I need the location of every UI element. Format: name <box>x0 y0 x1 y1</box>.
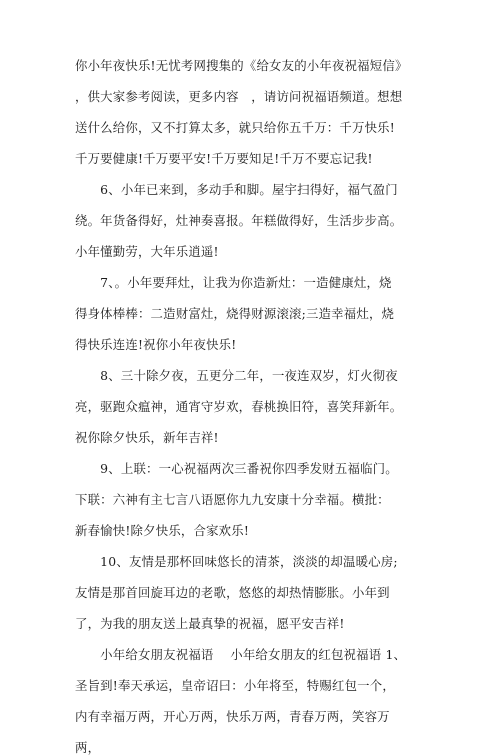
text-line: 了，为我的朋友送上最真挚的祝福，愿平安吉祥! <box>75 616 345 631</box>
text-line: 9、上联：一心祝福两次三番祝你四季发财五福临门。 <box>75 461 398 476</box>
text-line: ，供大家参考阅读，更多内容 ，请访问祝福语频道。想想 <box>75 89 403 104</box>
text-line: 你小年夜快乐!无忧考网搜集的《给女友的小年夜祝福短信》 <box>75 58 408 73</box>
text-line: 内有幸福万两，开心万两，快乐万两，青春万两，笑容万 <box>75 709 390 724</box>
text-line: 绕。年货备得好，灶神奏喜报。年糕做得好，生活步步高。 <box>75 213 403 228</box>
text-line: 7、。小年要拜灶，让我为你造新灶：一造健康灶，烧 <box>75 275 392 290</box>
text-line: 得身体棒棒：二造财富灶，烧得财源滚滚;三造幸福灶，烧 <box>75 306 395 321</box>
text-line: 10、友情是那杯回味悠长的清茶，淡淡的却温暖心房; <box>75 554 398 569</box>
text-line: 千万要健康!千万要平安!千万要知足!千万不要忘记我! <box>75 151 373 166</box>
text-line: 友情是那首回旋耳边的老歌，悠悠的却热情膨胀。小年到 <box>75 585 390 600</box>
text-line: 8、三十除夕夜，五更分二年，一夜连双岁，灯火彻夜 <box>75 368 398 383</box>
text-line: 下联：六神有主七言八语愿你九九安康十分幸福。横批： <box>75 492 390 507</box>
text-line: 小年懂勤劳，大年乐逍遥! <box>75 244 219 259</box>
text-line: 小年给女朋友祝福语 小年给女朋友的红包祝福语 1、 <box>75 647 407 662</box>
text-line: 祝你除夕快乐，新年吉祥! <box>75 430 219 445</box>
text-line: 新春愉快!除夕快乐，合家欢乐! <box>75 523 250 538</box>
text-line: 送什么给你，又不打算太多，就只给你五千万：千万快乐! <box>75 120 395 135</box>
text-line: 得快乐连连!祝你小年夜快乐! <box>75 337 237 352</box>
text-line: 亮，驱跑众瘟神，通宵守岁欢，春桃换旧符，喜笑拜新年。 <box>75 399 403 414</box>
text-line: 圣旨到!奉天承运，皇帝诏曰：小年将至，特赐红包一个， <box>75 678 395 693</box>
text-line: 两， <box>75 740 101 755</box>
text-line: 6、小年已来到，多动手和脚。屋宇扫得好，福气盈门 <box>75 182 398 197</box>
